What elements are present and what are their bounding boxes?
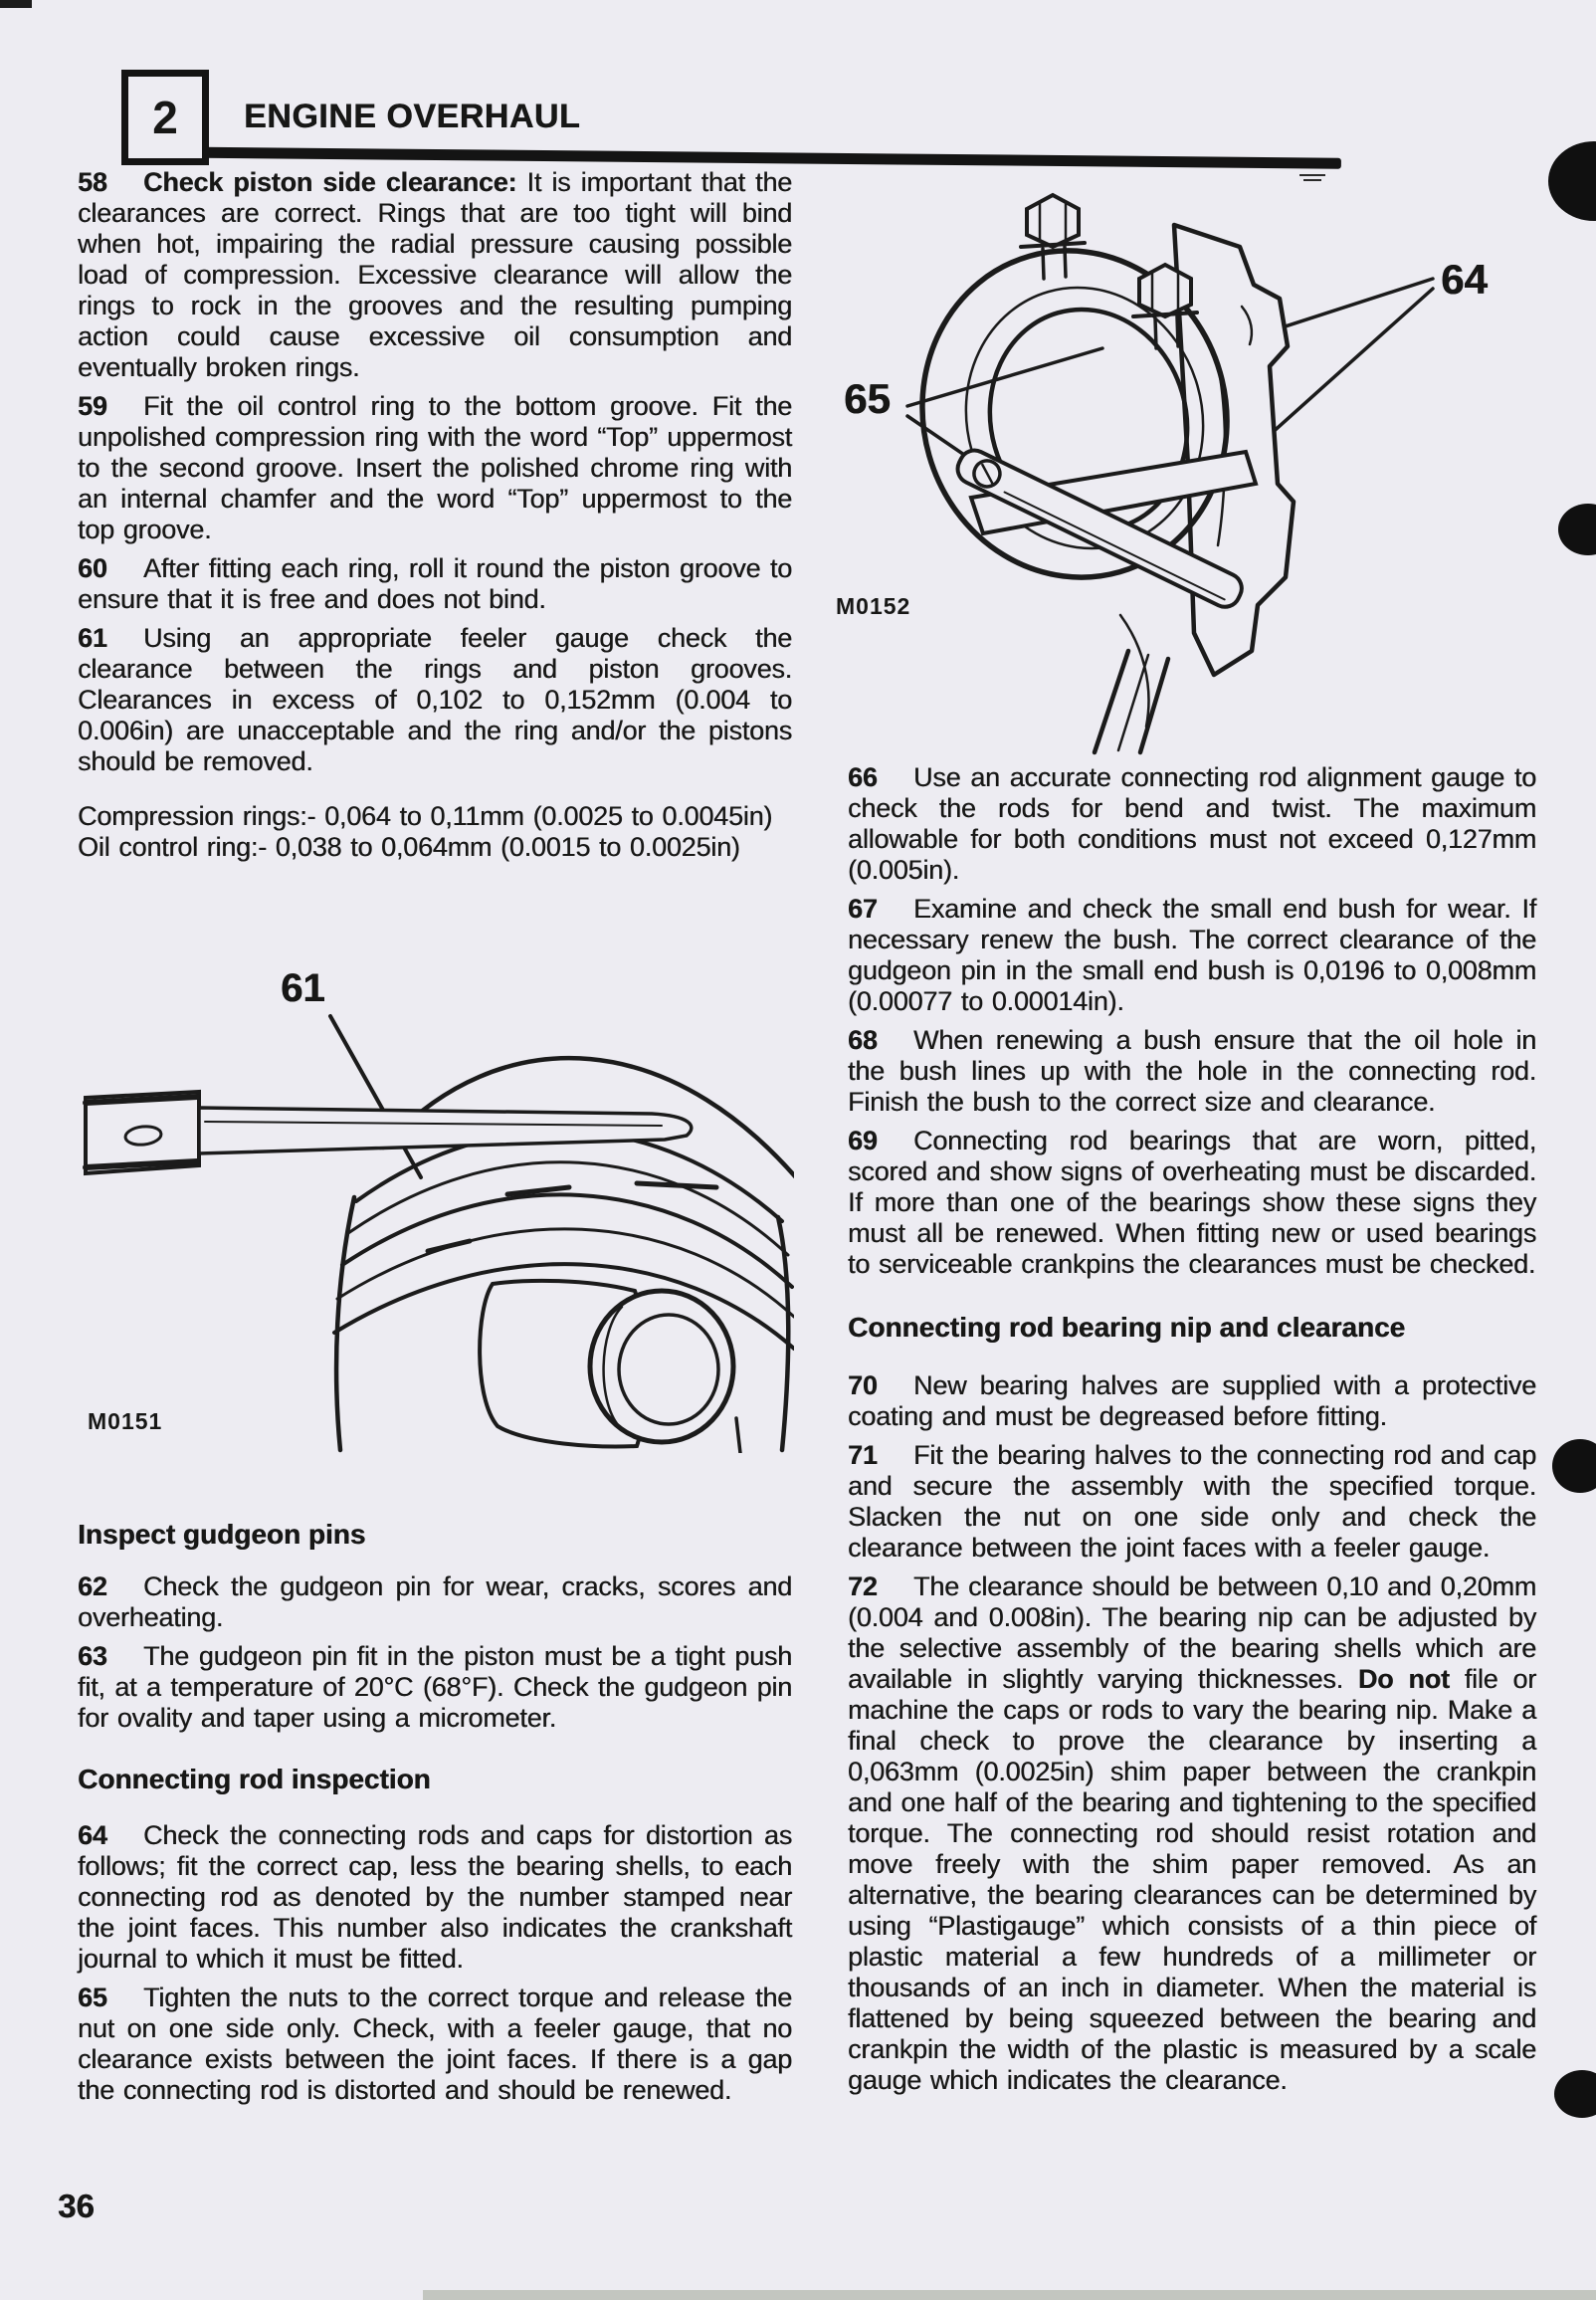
paragraph-69 xyxy=(848,1126,1536,1280)
paragraph-58 xyxy=(78,167,792,383)
paragraph-number: 70 xyxy=(848,1370,878,1400)
paragraph-72 xyxy=(848,1571,1536,2096)
paragraph-71 xyxy=(848,1440,1536,1564)
paragraph-number: 60 xyxy=(78,553,107,583)
piston-feeler-gauge-drawing xyxy=(80,950,794,1453)
paragraph-60 xyxy=(78,553,792,615)
paragraph-text: Tighten the nuts to the correct torque and release the nut on one side only. Check, with a feeler gauge, that no clearance exists between the joint faces. If there is a gap the connecting rod is distorted and should be renewed. xyxy=(78,1983,792,2105)
paragraph-text: Use an accurate connecting rod alignment gauge to check the rods for bend and twist. The maximum allowable for both conditions must not exceed 0,127mm (0.005in). xyxy=(848,762,1536,885)
paragraph-number: 71 xyxy=(848,1440,878,1470)
paragraph-text: Fit the bearing halves to the connecting rod and cap and secure the assembly with the specified torque. Slacken the nut on one side only and check the clearance between the joint faces with a feeler gauge. xyxy=(848,1440,1536,1563)
paragraph-text: Examine and check the small end bush for wear. If necessary renew the bush. The correct clearance of the gudgeon pin in the small end bush is 0,0196 to 0,008mm (0.00077 to 0.00014in). xyxy=(848,894,1536,1016)
paragraph-text: After fitting each ring, roll it round the piston groove to ensure that it is free and does not bind. xyxy=(78,553,792,614)
paragraph-number: 64 xyxy=(78,1820,107,1850)
paragraph-text: Connecting rod bearings that are worn, pitted, scored and show signs of overheating must be discarded. If more than one of the bearings show these signs they must all be renewed. When fitting new or used bearings to serviceable crankpins the clearances must be checked. xyxy=(848,1126,1536,1279)
paragraph-text: New bearing halves are supplied with a protective coating and must be degreased before fitting. xyxy=(848,1370,1536,1431)
paragraph-70 xyxy=(848,1370,1536,1432)
heading-connecting-rod-inspection: Connecting rod inspection xyxy=(78,1764,431,1794)
punch-hole-mark xyxy=(1552,1439,1596,1493)
figure-caption-m0152: M0152 xyxy=(836,593,911,619)
paragraph-bold-lead: Check piston side clearance: xyxy=(143,167,517,197)
scan-edge-artifact xyxy=(423,2290,1596,2300)
paragraph-text: Using an appropriate feeler gauge check the clearance between the rings and piston grooves. Clearances in excess of 0,102 to 0,152mm (0.004 to 0.006in) are unacceptable and the ring and/or the pistons should be removed. xyxy=(78,623,792,776)
paragraph-number: 72 xyxy=(848,1571,878,1601)
paragraph-text: The clearance should be between 0,10 and 0,20mm (0.004 and 0.008in). The bearing nip can be adjusted by the selective assembly of the bearing shells which are available in slightly varying thicknesses. xyxy=(848,1571,1536,1694)
ring-clearance-specs xyxy=(78,801,792,863)
paragraph-63 xyxy=(78,1641,792,1734)
paragraph-number: 66 xyxy=(848,762,878,792)
figure-callout-64: 64 xyxy=(1441,256,1488,303)
paragraph-number: 69 xyxy=(848,1126,878,1155)
scan-edge-artifact xyxy=(0,0,32,8)
paragraph-61 xyxy=(78,623,792,777)
paragraph-number: 63 xyxy=(78,1641,107,1671)
paragraph-number: 62 xyxy=(78,1571,107,1601)
figure-caption-m0151: M0151 xyxy=(88,1408,163,1434)
right-column xyxy=(848,762,1536,2104)
punch-hole-mark xyxy=(1554,2070,1596,2118)
section-number-box xyxy=(121,70,209,165)
paragraph-text: When renewing a bush ensure that the oil hole in the bush lines up with the hole in the connecting rod. Finish the bush to the correct size and clearance. xyxy=(848,1025,1536,1117)
paragraph-text: It is important that the clearances are correct. Rings that are too tight will bind when hot, impairing the radial pressure causing possible load of compression. Excessive clearance will allow the rings to rock in the grooves and the resulting pumping action could cause excessive oil consumption and eventually broken rings. xyxy=(78,167,792,382)
punch-hole-mark xyxy=(1548,141,1596,221)
heading-bearing-nip-clearance: Connecting rod bearing nip and clearance xyxy=(848,1312,1406,1343)
page-title: ENGINE OVERHAUL xyxy=(244,98,581,135)
paragraph-number: 68 xyxy=(848,1025,878,1055)
paragraph-62 xyxy=(78,1571,792,1633)
page-number: 36 xyxy=(58,2188,95,2224)
paragraph-number: 61 xyxy=(78,623,107,653)
paragraph-number: 58 xyxy=(78,167,107,197)
figure-callout-61: 61 xyxy=(281,966,325,1010)
paragraph-bold-text: Do not xyxy=(1357,1664,1450,1694)
spec-oil-control-ring: Oil control ring:- 0,038 to 0,064mm (0.0015 to 0.0025in) xyxy=(78,832,740,862)
paragraph-text: Check the gudgeon pin for wear, cracks, scores and overheating. xyxy=(78,1571,792,1632)
punch-hole-mark xyxy=(1558,504,1596,555)
paragraph-text: file or machine the caps or rods to vary the bearing nip. Make a final check to prove the clearance by inserting a 0,063mm (0.0025in) shim paper between the crankpin and one half of the bearing and tightening to the specified torque. The connecting rod should resist rotation and move freely with the shim paper removed. As an alternative, the bearing clearances can be determined by using “Plastigauge” which consists of a thin piece of plastic material a few hundreds of a millimeter or thousands of an inch in diameter. When the material is flattened by being squeezed between the bearing and crankpin the width of the plastic is measured by a scale gauge which indicates the clearance. xyxy=(848,1664,1536,2095)
left-column-upper xyxy=(78,167,792,863)
paragraph-64 xyxy=(78,1820,792,1975)
paragraph-66 xyxy=(848,762,1536,886)
paragraph-number: 67 xyxy=(848,894,878,924)
left-column-lower xyxy=(78,1519,792,2114)
figure-callout-65: 65 xyxy=(844,375,891,422)
header-rule xyxy=(125,146,1341,169)
paragraph-text: Fit the oil control ring to the bottom groove. Fit the unpolished compression ring with the word “Top” uppermost to the second groove. Insert the polished chrome ring with an internal chamfer and the word “Top” uppermost to the top groove. xyxy=(78,391,792,544)
figure-connecting-rod-check xyxy=(824,167,1550,756)
paragraph-text: Check the connecting rods and caps for distortion as follows; fit the correct cap, less the bearing shells, to each connecting rod as denoted by the number stamped near the joint faces. This number also indicates the crankshaft journal to which it must be fitted. xyxy=(78,1820,792,1974)
paragraph-number: 59 xyxy=(78,391,107,421)
paragraph-text: The gudgeon pin fit in the piston must be a tight push fit, at a temperature of 20°C (68°F). Check the gudgeon pin for ovality and taper using a micrometer. xyxy=(78,1641,792,1733)
figure-piston-ring-clearance xyxy=(80,950,794,1453)
paragraph-59 xyxy=(78,391,792,545)
paragraph-65 xyxy=(78,1983,792,2106)
paragraph-68 xyxy=(848,1025,1536,1118)
paragraph-number: 65 xyxy=(78,1983,107,2012)
section-number: 2 xyxy=(152,92,178,143)
spec-compression-rings: Compression rings:- 0,064 to 0,11mm (0.0025 to 0.0045in) xyxy=(78,801,773,831)
paragraph-67 xyxy=(848,894,1536,1017)
heading-inspect-gudgeon-pins: Inspect gudgeon pins xyxy=(78,1519,366,1550)
